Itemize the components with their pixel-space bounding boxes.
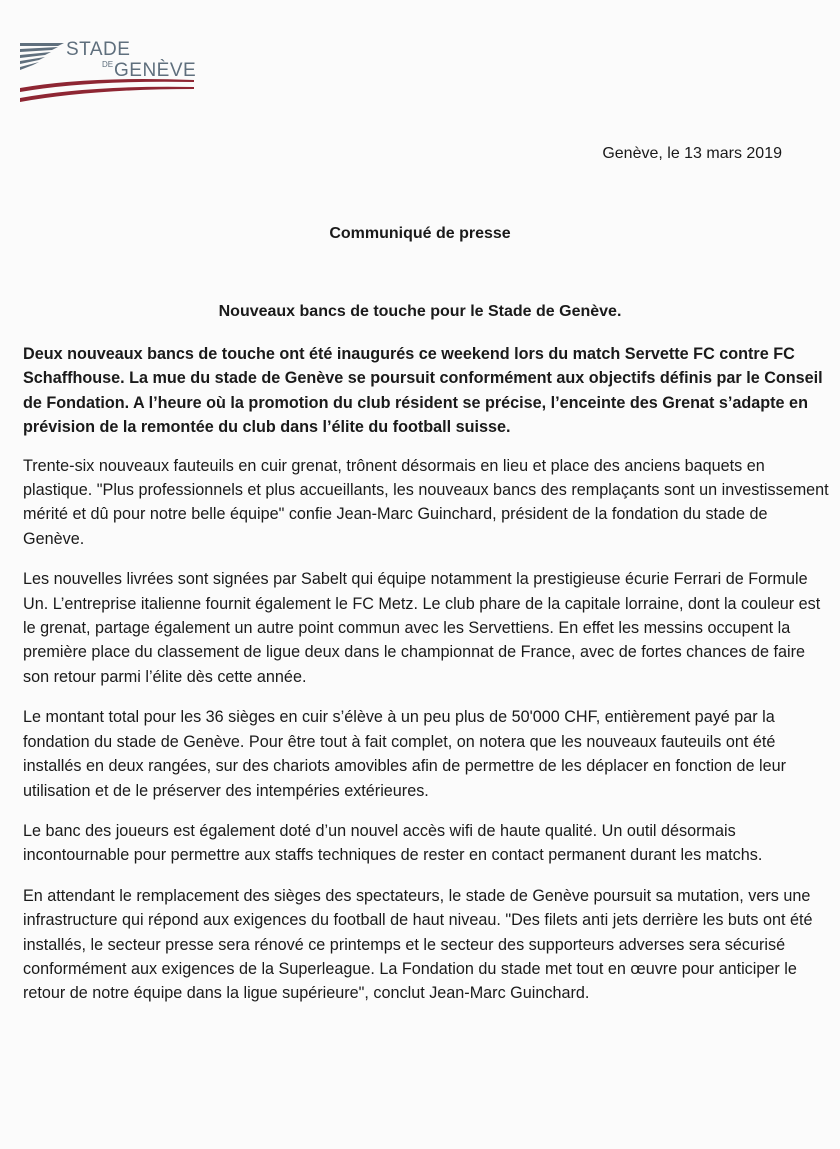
press-release-label: Communiqué de presse bbox=[329, 225, 511, 242]
lead-paragraph: Deux nouveaux bancs de touche ont été inaugurés ce weekend lors du match Servette FC contre FC Schaffhouse. La mue du stade de Genève se poursuit conformément aux objectifs définis par le Conseil de Fondation. A l’heure où la promotion du club résident se précise, l’enceinte des Grenat s’adapte en prévision de la remontée du club dans l’élite du football suisse. bbox=[23, 345, 823, 437]
body-paragraph: Le montant total pour les 36 sièges en cuir s’élève à un peu plus de 50'000 CHF, entièrement payé par la fondation du stade de Genève. Pour être tout à fait complet, on notera que les nouveaux fauteuils ont été installés en deux rangées, sur des chariots amovibles afin de permettre de les déplacer en fonction de leur utilisation et de le préserver des intempéries extérieures. bbox=[23, 708, 787, 800]
logo-text-de: DE bbox=[102, 60, 114, 69]
stade-de-geneve-logo bbox=[18, 36, 203, 108]
body-paragraph: Les nouvelles livrées sont signées par Sabelt qui équipe notamment la prestigieuse écurie Ferrari de Formule Un. L’entreprise italienne fournit également le FC Metz. Le club phare de la capitale lorraine, dont la couleur est le grenat, partage également un autre point commun avec les Servettiens. En effet les messins occupent la première place du classement de ligue deux dans le championnat de France, avec de fortes chances de faire son retour parmi l’élite dès cette année. bbox=[23, 570, 821, 686]
document-date: Genève, le 13 mars 2019 bbox=[602, 145, 782, 162]
body-paragraph: En attendant le remplacement des sièges des spectateurs, le stade de Genève poursuit sa mutation, vers une infrastructure qui répond aux exigences du football de haut niveau. "Des filets anti jets derrière les buts ont été installés, le secteur presse sera rénové ce printemps et le secteur des supporteurs adverses sera sécurisé conformément aux exigences de la Superleague. La Fondation du stade met tout en œuvre pour anticiper le retour de notre équipe dans la ligue supérieure", conclut Jean-Marc Guinchard. bbox=[23, 886, 813, 1003]
logo-stripes-icon bbox=[20, 43, 64, 70]
headline: Nouveaux bancs de touche pour le Stade de Genève. bbox=[218, 303, 622, 320]
logo-text-stade: STADE bbox=[66, 39, 131, 60]
article-body bbox=[23, 342, 833, 1022]
logo-text-geneve: GENÈVE bbox=[114, 60, 197, 81]
body-paragraph: Trente-six nouveaux fauteuils en cuir grenat, trônent désormais en lieu et place des anciens baquets en plastique. "Plus professionnels et plus accueillants, les nouveaux bancs des remplaçants sont un investissement mérité et dû pour notre belle équipe" confie Jean-Marc Guinchard, président de la fondation du stade de Genève. bbox=[23, 456, 829, 548]
body-paragraph: Le banc des joueurs est également doté d’un nouvel accès wifi de haute qualité. Un outil désormais incontournable pour permettre aux staffs techniques de rester en contact permanent durant les matchs. bbox=[23, 821, 763, 865]
